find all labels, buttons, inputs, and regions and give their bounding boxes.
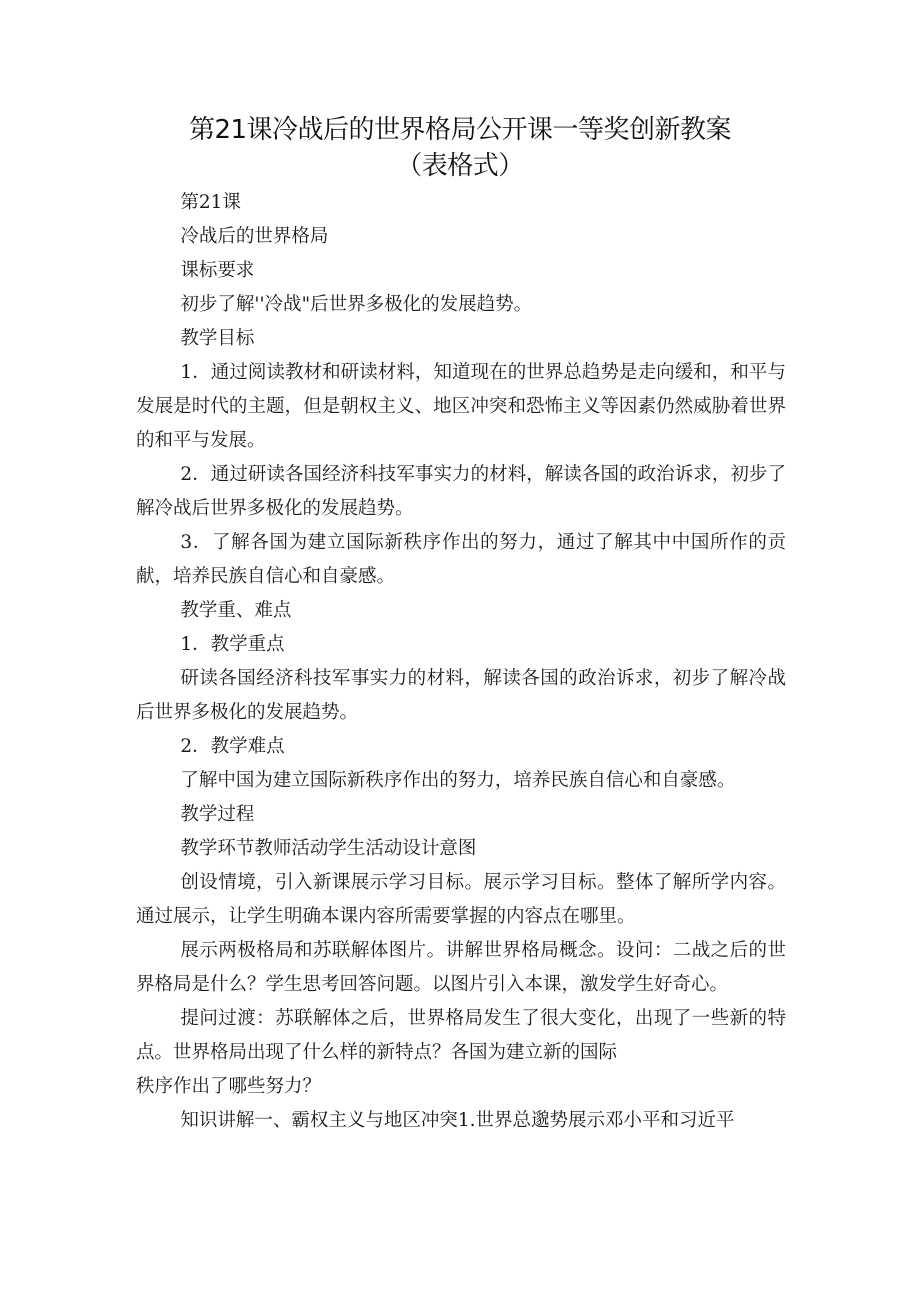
paragraph-standards: 初步了解''冷战"后世界多极化的发展趋势。 [180, 294, 533, 315]
subheading-difficulty: 2．教学难点 [180, 736, 285, 757]
section-heading-standards: 课标要求 [180, 260, 255, 281]
section-heading-process: 教学过程 [180, 804, 255, 825]
section-heading-objectives: 教学目标 [180, 328, 255, 349]
document-subtitle: （表格式） [396, 151, 524, 181]
paragraph-difficulty: 了解中国为建立国际新秩序作出的努力，培养民族自信心和自豪感。 [180, 770, 736, 791]
objective-item-2: 2．通过研读各国经济科技军事实力的材料，解读各国的政治诉求，初步了解冷战后世界多极化的发展趋势。 [136, 464, 786, 519]
paragraph-transition-continued: 秩序作出了哪些努力？ [136, 1076, 322, 1097]
table-header-row: 教学环节教师活动学生活动设计意图 [180, 838, 477, 859]
document-title: 第21课冷战后的世界格局公开课一等奖创新教案 [188, 115, 732, 145]
lesson-title: 冷战后的世界格局 [180, 226, 329, 247]
subheading-key-point: 1．教学重点 [180, 634, 285, 655]
objective-item-1: 1．通过阅读教材和研读材料，知道现在的世界总趋势是走向缓和，和平与发展是时代的主题，但是朝权主义、地区冲突和恐怖主义等因素仍然威胁着世界的和平与发展。 [136, 362, 786, 451]
paragraph-transition: 提问过渡：苏联解体之后，世界格局发生了很大变化，出现了一些新的特点。世界格局出现了什么样的新特点？各国为建立新的国际 [136, 1008, 786, 1063]
objective-item-3: 3．了解各国为建立国际新秩序作出的努力，通过了解其中中国所作的贡献，培养民族自信心和自豪感。 [136, 532, 786, 587]
lesson-number: 第21课 [180, 192, 241, 213]
document-body [136, 186, 786, 1138]
paragraph-knowledge: 知识讲解一、霸权主义与地区冲突1.世界总邈势展示邓小平和习近平 [180, 1110, 735, 1131]
paragraph-intro-step: 创设情境，引入新课展示学习目标。展示学习目标。整体了解所学内容。通过展示，让学生明确本课内容所需要掌握的内容点在哪里。 [136, 872, 786, 927]
paragraph-key-point: 研读各国经济科技军事实力的材料，解读各国的政治诉求，初步了解冷战后世界多极化的发展趋势。 [136, 668, 786, 723]
paragraph-images-step: 展示两极格局和苏联解体图片。讲解世界格局概念。设问：二战之后的世界格局是什么？学生思考回答问题。以图片引入本课，激发学生好奇心。 [136, 940, 786, 995]
section-heading-key-points: 教学重、难点 [180, 600, 292, 621]
